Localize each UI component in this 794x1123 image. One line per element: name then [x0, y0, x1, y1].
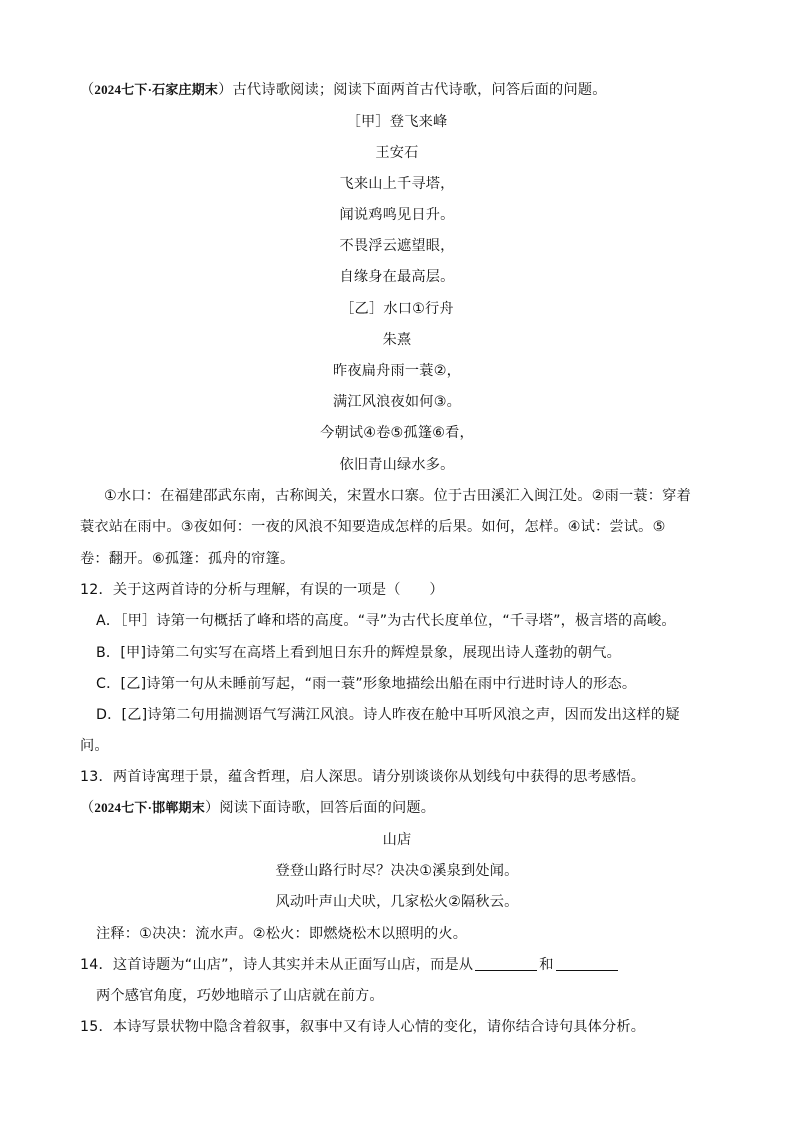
- question-12-option-d: D．[乙]诗第二句用揣测语气写满江风浪。诗人昨夜在舱中耳听风浪之声，因而发出这样的疑: [96, 707, 680, 723]
- poem-b-line: 依旧青山绿水多。: [339, 457, 455, 473]
- poem-b-line: 昨夜扁舟雨一蓑②，: [332, 363, 462, 379]
- poem-b-line: 今朝试④卷⑤孤篷⑥看，: [320, 425, 474, 441]
- question-12-option-c: C．[乙]诗第一句从未睡前写起，“雨一蓑”形象地描绘出船在雨中行进时诗人的形态。: [96, 676, 637, 692]
- question-intro-2: [80, 798, 435, 818]
- notes-line: ①水口：在福建邵武东南，古称闽关，宋置水口寨。位于古田溪汇入闽江处。②雨一蓑：穿着: [104, 488, 691, 504]
- answer-blank-1[interactable]: [475, 956, 537, 971]
- source-tag: 2024七下·石家庄期末: [94, 82, 219, 97]
- question-14-conjunction: 和: [539, 957, 554, 973]
- poem-a-author: 王安石: [375, 145, 419, 161]
- question-12-option-a: A．［甲］诗第一句概括了峰和塔的高度。“寻”为古代长度单位，“千寻塔”，极言塔的高峻。: [96, 613, 676, 629]
- source-open-paren: （: [80, 82, 95, 98]
- question-13: 13．两首诗寓理于景，蕴含哲理，启人深思。请分别谈谈你从划线句中获得的思考感悟。: [80, 769, 646, 785]
- question-14: [80, 955, 620, 975]
- question-14-text: 14．这首诗题为“山店”，诗人其实并未从正面写山店，而是从: [80, 957, 474, 973]
- question-12-option-b: B．[甲]诗第二句实写在高塔上看到旭日东升的辉煌景象，展现出诗人蓬勃的朝气。: [96, 645, 621, 661]
- question-14-cont: 两个感官角度，巧妙地暗示了山店就在前方。: [96, 988, 384, 1004]
- notes-line: 蓑衣站在雨中。③夜如何：一夜的风浪不知要造成怎样的后果。如何，怎样。④试：尝试。⑤: [80, 519, 666, 535]
- poem-c-line: 登登山路行时尽？决决①溪泉到处闻。: [275, 863, 519, 879]
- poem-c-note: 注释：①决决：流水声。②松火：即燃烧松木以照明的火。: [96, 926, 468, 942]
- poem-a-line: 自缘身在最高层。: [339, 269, 455, 285]
- poem-b-author: 朱熹: [382, 332, 412, 348]
- intro-text: ）古代诗歌阅读；阅读下面两首古代诗歌，问答后面的问题。: [218, 82, 607, 98]
- question-intro-1: [80, 80, 607, 100]
- question-12-option-d-cont: 问。: [80, 738, 109, 754]
- poem-a-line: 不畏浮云遮望眼，: [339, 238, 455, 254]
- poem-a-line: 飞来山上千寻塔，: [339, 176, 455, 192]
- poem-b-line: 满江风浪夜如何③。: [332, 394, 462, 410]
- question-12-stem: 12．关于这两首诗的分析与理解，有误的一项是（ ）: [80, 582, 444, 598]
- poem-c-line: 风动叶声山犬吠，几家松火②隔秋云。: [275, 894, 519, 910]
- poem-a-title: ［甲］登飞来峰: [346, 114, 448, 130]
- notes-line: 卷：翻开。⑥孤篷：孤舟的帘篷。: [80, 551, 295, 567]
- poem-b-title: ［乙］水口①行舟: [340, 301, 454, 317]
- poem-c-title: 山店: [382, 832, 412, 848]
- answer-blank-2[interactable]: [556, 956, 618, 971]
- source-tag: 2024七下·邯郸期末: [94, 800, 205, 815]
- poem-a-line: 闻说鸡鸣见日升。: [339, 207, 455, 223]
- intro-text: ）阅读下面诗歌，回答后面的问题。: [204, 800, 436, 816]
- source-open-paren: （: [80, 800, 95, 816]
- question-15: 15．本诗写景状物中隐含着叙事，叙事中又有诗人心情的变化，请你结合诗句具体分析。: [80, 1019, 646, 1035]
